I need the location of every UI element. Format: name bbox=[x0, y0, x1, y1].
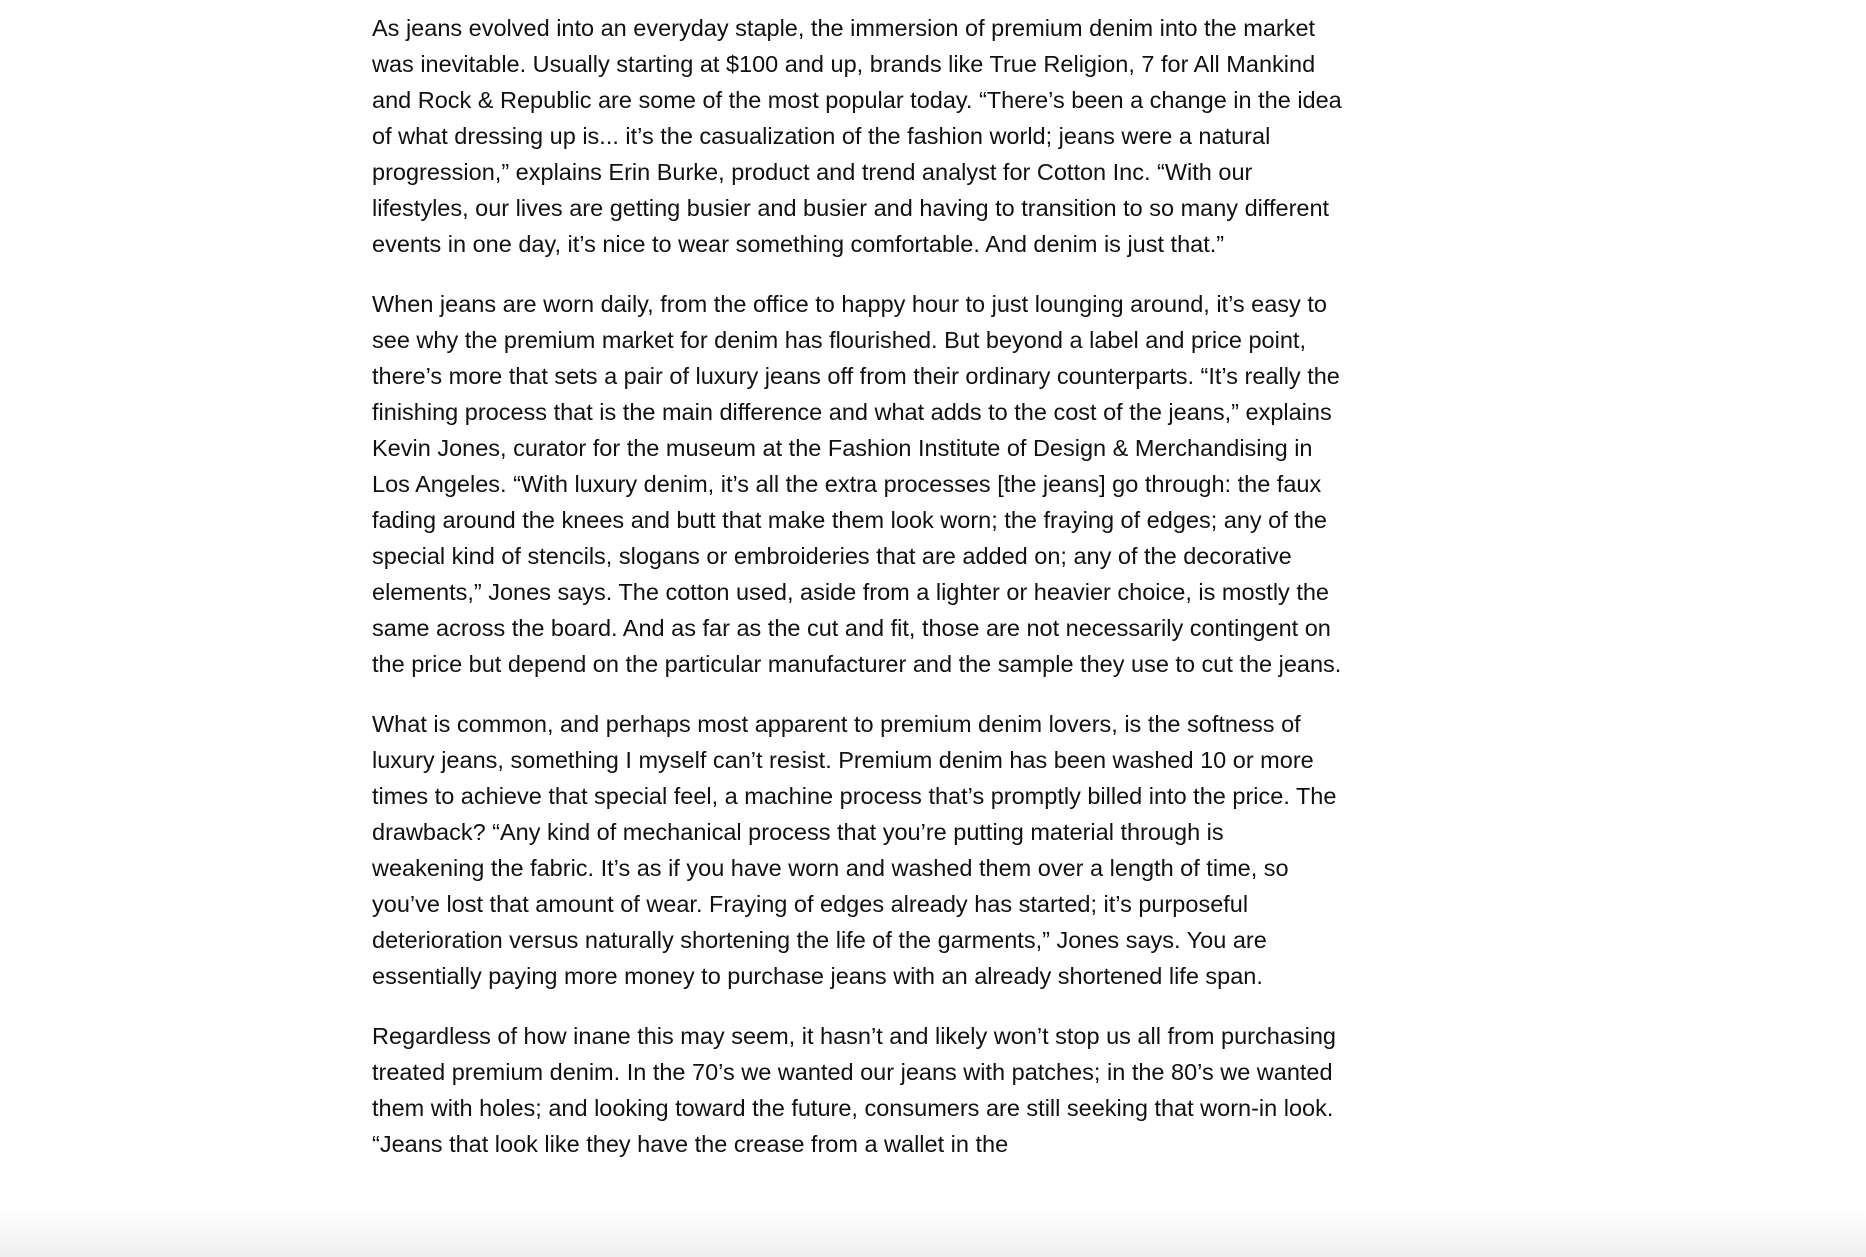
paragraph-1: As jeans evolved into an everyday staple, the immersion of premium denim into the market was inevitable. Usually starting at $100 and up, brands like True Religion, 7 for All Mankind and Rock & Republic are some of the most popular today. “There’s been a change in the idea of what dressing up is... it’s the casualization of the fashion world; jeans were a natural progression,” explains Erin Burke, product and trend analyst for Cotton Inc. “With our lifestyles, our lives are getting busier and busier and having to transition to so many different events in one day, it’s nice to wear something comfortable. And denim is just that.” bbox=[372, 15, 1342, 257]
paragraph-2: When jeans are worn daily, from the office to happy hour to just lounging around, it’s easy to see why the premium market for denim has flourished. But beyond a label and price point, there’s more that sets a pair of luxury jeans off from their ordinary counterparts. “It’s really the finishing process that is the main difference and what adds to the cost of the jeans,” explains Kevin Jones, curator for the museum at the Fashion Institute of Design & Merchandising in Los Angeles. “With luxury denim, it’s all the extra processes [the jeans] go through: the faux fading around the knees and butt that make them look worn; the fraying of edges; any of the special kind of stencils, slogans or embroideries that are added on; any of the decorative elements,” Jones says. The cotton used, aside from a lighter or heavier choice, is mostly the same across the board. And as far as the cut and fit, those are not necessarily contingent on the price but depend on the particular manufacturer and the sample they use to cut the jeans. bbox=[372, 291, 1342, 677]
paragraph-4: Regardless of how inane this may seem, it hasn’t and likely won’t stop us all from purchasing treated premium denim. In the 70’s we wanted our jeans with patches; in the 80’s we wanted them with holes; and looking toward the future, consumers are still seeking that worn-in look. “Jeans that look like they have the crease from a wallet in the bbox=[372, 1023, 1336, 1157]
bottom-fade bbox=[0, 1209, 1866, 1257]
paragraph-3: What is common, and perhaps most apparent to premium denim lovers, is the softness of luxury jeans, something I myself can’t resist. Premium denim has been washed 10 or more times to achieve that special feel, a machine process that’s promptly billed into the price. The drawback? “Any kind of mechanical process that you’re putting material through is weakening the fabric. It’s as if you have worn and washed them over a length of time, so you’ve lost that amount of wear. Fraying of edges already has started; it’s purposeful deterioration versus naturally shortening the life of the garments,” Jones says. You are essentially paying more money to purchase jeans with an already shortened life span. bbox=[372, 711, 1337, 989]
article-body bbox=[372, 10, 1342, 1186]
